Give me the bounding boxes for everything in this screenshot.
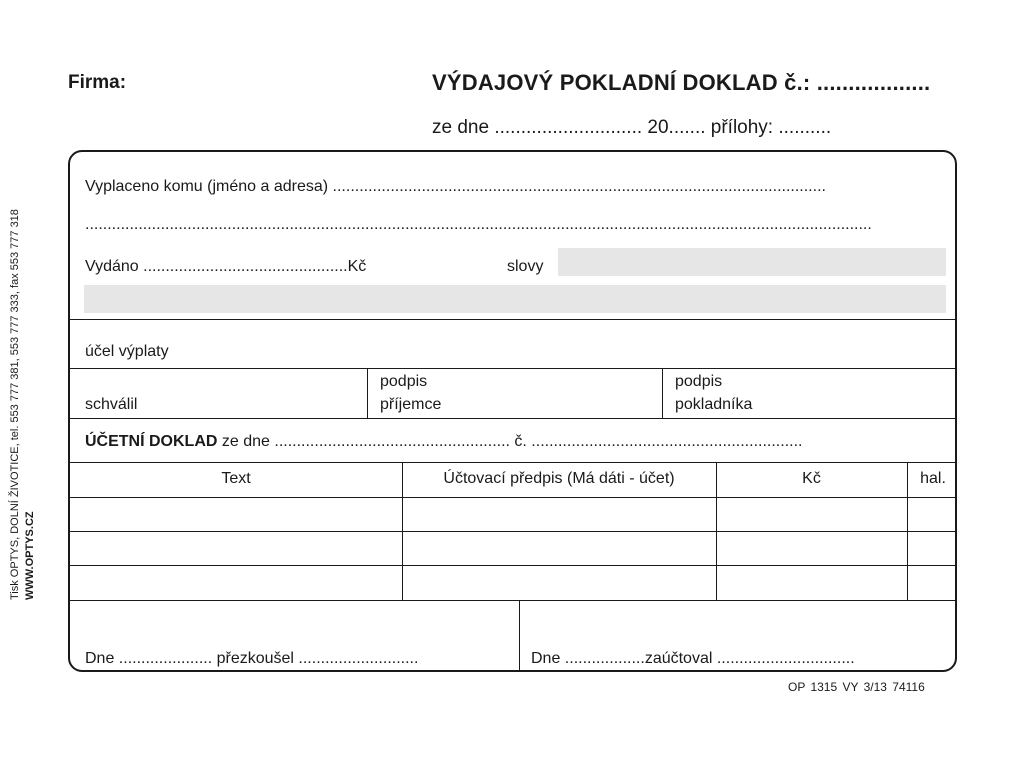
paid-to-continuation: .................................................................................................................................................................................: [85, 216, 872, 233]
accounting-document-date: ze dne ..................................................... č. .............................................................: [217, 433, 803, 450]
divider: [70, 418, 955, 419]
divider: [70, 368, 955, 369]
recipient-signature-label-2: příjemce: [380, 396, 442, 413]
in-words-field-2[interactable]: [84, 285, 946, 313]
divider: [519, 600, 520, 672]
in-words-label: slovy: [507, 258, 544, 275]
table-bottom-border: [70, 600, 955, 601]
recipient-signature-label-1: podpis: [380, 373, 428, 390]
printer-imprint: [8, 209, 38, 600]
table-top-border: [70, 462, 955, 463]
cashier-signature-label-1: podpis: [675, 373, 723, 390]
firma-label: Firma:: [68, 72, 127, 93]
posted-by-line: Dne ..................zaúčtoval ...............................: [531, 650, 855, 667]
table-row-border: [70, 531, 955, 532]
form-codes: OP 1315 VY 3/13 74116: [788, 680, 925, 694]
purpose-label: účel výplaty: [85, 343, 169, 360]
date-attachments-line: ze dne ............................ 20....... přílohy: ..........: [432, 117, 832, 138]
divider: [367, 368, 368, 418]
cashier-signature-label-2: pokladníka: [675, 396, 753, 413]
voucher-form: [68, 150, 957, 672]
document-title: VÝDAJOVÝ POKLADNÍ DOKLAD č.: ..................: [432, 70, 931, 95]
divider: [662, 368, 663, 418]
paid-to-line: Vyplaceno komu (jméno a adresa) ...............................................................................................................: [85, 178, 826, 195]
issued-amount-line: Vydáno ..............................................Kč: [85, 258, 367, 275]
approved-label: schválil: [85, 396, 138, 413]
table-header-czk: Kč: [802, 470, 821, 487]
table-row-border: [70, 565, 955, 566]
printer-website: WWW.OPTYS.CZ: [24, 511, 36, 600]
accounting-document-title: ÚČETNÍ DOKLAD: [85, 433, 218, 450]
in-words-field[interactable]: [558, 248, 946, 276]
table-header-accounting-entry: Účtovací předpis (Má dáti - účet): [443, 470, 675, 487]
table-header-border: [70, 497, 955, 498]
checked-by-line: Dne ..................... přezkoušel ...........................: [85, 650, 419, 667]
table-header-haler: hal.: [920, 470, 946, 487]
table-header-text: Text: [221, 470, 251, 487]
accounting-document-line: [85, 433, 802, 451]
printer-address: Tisk OPTYS, DOLNÍ ŽIVOTICE, tel. 553 777 381, 553 777 333, fax 553 777 318: [9, 209, 21, 600]
divider: [70, 319, 955, 320]
